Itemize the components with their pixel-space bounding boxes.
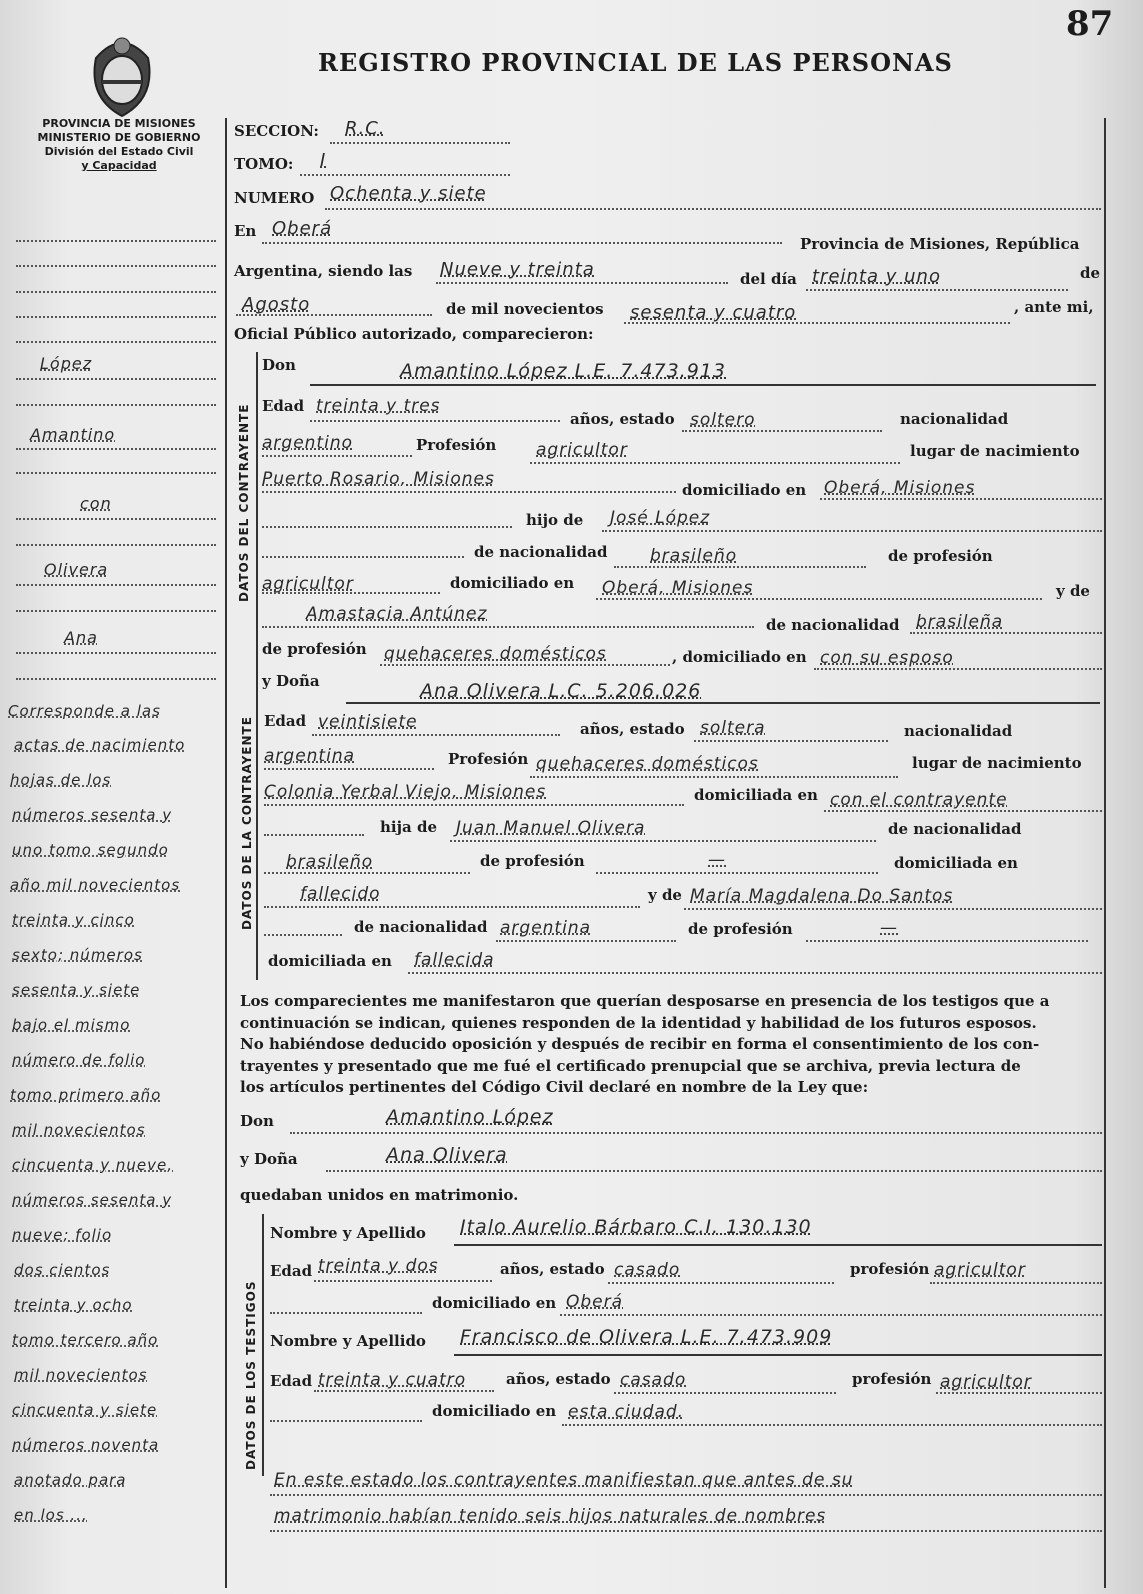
margin-note-line: hojas de los <box>10 771 112 789</box>
testigo2-profesion-label: profesión <box>852 1370 932 1388</box>
margin-note-line: Corresponde a las <box>8 702 161 720</box>
madre-nacionalidad-label: de nacionalidad <box>766 616 900 634</box>
declaration-paragraph <box>240 991 1050 1099</box>
margin-note-line: cincuenta y nueve, <box>12 1156 174 1174</box>
de-label: de <box>1080 264 1101 282</box>
agency-block <box>14 117 224 173</box>
contrayente-edad-value: treinta y tres <box>316 396 441 416</box>
lugar-label-2: lugar de nacimiento <box>912 754 1082 772</box>
don-label: Don <box>262 356 296 374</box>
contrayenta-madre-prof-value: — <box>880 918 898 938</box>
del-dia-label: del día <box>740 270 797 288</box>
hija-label: hija de <box>380 818 438 836</box>
contrayenta-madre-prof-label: de profesión <box>688 920 793 938</box>
domiciliada-label: domiciliada en <box>694 786 818 804</box>
testigo1-nombre-value: Italo Aurelio Bárbaro C.I. 130.130 <box>460 1216 812 1238</box>
margin-note-line: bajo el mismo <box>12 1016 131 1034</box>
union-closing: quedaban unidos en matrimonio. <box>240 1186 519 1204</box>
padre-domicilio-value: Oberá, Misiones <box>602 578 754 598</box>
testigo1-profesion-value: agricultor <box>934 1260 1026 1280</box>
contrayenta-y-de-label: y de <box>648 886 682 904</box>
contrayente-name-value: Amantino López L.E. 7.473.913 <box>400 360 727 382</box>
madre-domiciliado-label: , domiciliado en <box>672 648 807 666</box>
contrayenta-nacionalidad-value: argentina <box>264 746 356 766</box>
testigo1-edad-value: treinta y dos <box>318 1256 439 1276</box>
numero-value: Ochenta y siete <box>330 183 487 204</box>
margin-note-line: uno tomo segundo <box>12 841 169 859</box>
margin-note-line: treinta y cinco <box>12 911 135 929</box>
contrayenta-estado-value: soltera <box>700 718 766 738</box>
ante-mi-text: , ante mi, <box>1014 298 1094 316</box>
margin-note-line: nueve; folio <box>12 1226 113 1244</box>
contrayente-bracket <box>256 352 258 670</box>
testigo1-edad-label: Edad <box>270 1262 313 1280</box>
margin-note-line: números noventa <box>12 1436 160 1454</box>
anios-estado-label-2: años, estado <box>580 720 685 738</box>
agency-line: y Capacidad <box>81 159 157 172</box>
margin-note-line: dos cientos <box>14 1261 111 1279</box>
declaration-line: Los comparecientes me manifestaron que querían desposarse en presencia de los testigos que a <box>240 992 1050 1010</box>
contrayenta-domicilio-value: con el contrayente <box>830 790 1008 810</box>
margin-note-line: tomo primero año <box>10 1086 162 1104</box>
mes-value: Agosto <box>242 294 311 315</box>
contrayenta-padre-nac-label: de nacionalidad <box>888 820 1022 838</box>
contrayenta-madre-value: María Magdalena Do Santos <box>690 886 954 906</box>
testigo2-anios-estado: años, estado <box>506 1370 611 1388</box>
dia-value: treinta y uno <box>812 266 941 287</box>
argentina-text: Argentina, siendo las <box>234 262 413 280</box>
y-de-label: y de <box>1056 582 1090 600</box>
union-dona-value: Ana Olivera <box>386 1144 508 1166</box>
de-profesion-label: de profesión <box>888 547 993 565</box>
madre-profesion-value: quehaceres domésticos <box>384 644 607 664</box>
contrayenta-padre-prof-value: — <box>708 850 726 870</box>
padre-profesion-value: agricultor <box>262 574 354 594</box>
margin-note-line: tomo tercero año <box>12 1331 159 1349</box>
madre-domicilio-value: con su esposo <box>820 648 954 668</box>
testigo2-nombre-value: Francisco de Olivera L.E. 7.473.909 <box>460 1326 833 1348</box>
anios-estado-label: años, estado <box>570 410 675 428</box>
declaration-line: No habiéndose deducido oposición y después de recibir en forma el consentimiento de los con- <box>240 1035 1040 1053</box>
en-label: En <box>234 222 257 240</box>
padre-nacionalidad-value: brasileño <box>650 546 738 566</box>
testigo2-nombre-label: Nombre y Apellido <box>270 1332 426 1350</box>
de-nacionalidad-label: de nacionalidad <box>474 543 608 561</box>
profesion-label-2: Profesión <box>448 750 529 768</box>
testigo1-anios-estado: años, estado <box>500 1260 605 1278</box>
padre-domiciliado-label: domiciliado en <box>450 574 575 592</box>
declaration-line: los artículos pertinentes del Código Civil declaré en nombre de la Ley que: <box>240 1078 869 1096</box>
anio-value: sesenta y cuatro <box>630 302 797 323</box>
note-line: matrimonio habían tenido seis hijos naturales de nombres <box>274 1506 827 1526</box>
edad-label: Edad <box>262 397 305 415</box>
agency-line: MINISTERIO DE GOBIERNO <box>37 131 201 144</box>
contrayenta-padre-prof-label: de profesión <box>480 852 585 870</box>
agency-line: PROVINCIA DE MISIONES <box>42 117 196 130</box>
nacionalidad-label-2: nacionalidad <box>904 722 1013 740</box>
testigo2-estado-value: casado <box>620 1370 687 1390</box>
testigos-section-label: DATOS DE LOS TESTIGOS <box>244 1280 258 1470</box>
margin-firstname-2: Ana <box>64 628 98 647</box>
de-mil-label: de mil novecientos <box>446 300 604 318</box>
testigo2-profesion-value: agricultor <box>940 1372 1032 1392</box>
document-title: REGISTRO PROVINCIAL DE LAS PERSONAS <box>318 48 953 77</box>
contrayenta-madre-dom-value: fallecida <box>414 950 495 970</box>
testigo1-nombre-label: Nombre y Apellido <box>270 1224 426 1242</box>
contrayente-estado-value: soltero <box>690 410 756 430</box>
testigo2-edad-value: treinta y cuatro <box>318 1370 467 1390</box>
margin-surname: López <box>40 354 93 373</box>
declaration-line: trayentes y presentado que me fué el certificado prenupcial que se archiva, previa lectura de <box>240 1056 1021 1075</box>
testigo1-estado-value: casado <box>614 1260 681 1280</box>
contrayenta-section-label: DATOS DE LA CONTRAYENTE <box>240 716 254 930</box>
contrayenta-padre-value: Juan Manuel Olivera <box>456 818 646 838</box>
y-dona-label: y Doña <box>262 672 320 690</box>
testigo1-dom-label: domiciliado en <box>432 1294 557 1312</box>
contrayenta-name-value: Ana Olivera L.C. 5.206.026 <box>420 680 702 702</box>
margin-note-line: anotado para <box>14 1471 127 1489</box>
margin-note-line: en los ... <box>14 1506 88 1524</box>
seccion-value: R.C. <box>345 118 386 139</box>
provincia-text: Provincia de Misiones, República <box>800 235 1080 253</box>
contrayente-nacionalidad-value: argentino <box>262 433 353 453</box>
testigo2-edad-label: Edad <box>270 1372 313 1390</box>
numero-label: NUMERO <box>234 189 315 207</box>
margin-note-line: año mil novecientos <box>10 876 181 894</box>
contrayenta-bracket <box>256 670 258 980</box>
contrayenta-madre-nac-label: de nacionalidad <box>354 918 488 936</box>
seccion-label: SECCION: <box>234 122 319 140</box>
margin-note-line: sesenta y siete <box>12 981 141 999</box>
margin-note-line: números sesenta y <box>12 806 173 824</box>
coat-of-arms-emblem <box>86 28 158 120</box>
page-number: 87 <box>1066 4 1114 44</box>
contrayente-profesion-value: agricultor <box>536 440 628 460</box>
margin-note-line: mil novecientos <box>14 1366 148 1384</box>
margin-surname-2: Olivera <box>44 560 109 579</box>
margin-note-line: números sesenta y <box>12 1191 173 1209</box>
hora-value: Nueve y treinta <box>440 259 595 280</box>
madre-nacionalidad-value: brasileña <box>916 612 1004 632</box>
declaration-line: continuación se indican, quienes responden de la identidad y habilidad de los futuros esposos. <box>240 1013 1037 1032</box>
hijo-label: hijo de <box>526 511 584 529</box>
en-value: Oberá <box>272 218 333 239</box>
contrayente-domicilio-value: Oberá, Misiones <box>824 478 976 498</box>
testigo2-dom-label: domiciliado en <box>432 1402 557 1420</box>
agency-line: División del Estado Civil <box>44 145 194 158</box>
margin-firstname: Amantino <box>30 425 116 444</box>
contrayente-section-label: DATOS DEL CONTRAYENTE <box>237 403 251 602</box>
contrayenta-lugar-value: Colonia Yerbal Viejo, Misiones <box>264 782 547 802</box>
tomo-label: TOMO: <box>234 155 294 173</box>
contrayenta-padre-nac-value: brasileño <box>286 852 374 872</box>
margin-note-line: número de folio <box>12 1051 146 1069</box>
contrayenta-madre-nac-value: argentina <box>500 918 592 938</box>
testigo2-dom-value: esta ciudad. <box>568 1402 685 1422</box>
margin-note-line: cincuenta y siete <box>12 1401 158 1419</box>
profesion-label: Profesión <box>416 436 497 454</box>
testigos-bracket <box>262 1214 264 1476</box>
contrayenta-madre-dom-label: domiciliada en <box>268 952 392 970</box>
padre-name-value: José López <box>610 508 711 528</box>
union-don-label: Don <box>240 1112 274 1130</box>
nacionalidad-label: nacionalidad <box>900 410 1009 428</box>
margin-note-line: actas de nacimiento <box>14 736 186 754</box>
tomo-value: I <box>320 150 327 171</box>
contrayenta-edad-value: veintisiete <box>318 712 418 732</box>
contrayenta-padre-dom-value: fallecido <box>300 884 381 904</box>
union-dona-label: y Doña <box>240 1150 298 1168</box>
contrayenta-profesion-value: quehaceres domésticos <box>536 754 759 774</box>
union-don-value: Amantino López <box>386 1106 554 1128</box>
margin-connector: con <box>80 494 112 513</box>
oficial-text: Oficial Público autorizado, comparecieron: <box>234 325 594 343</box>
left-column-divider <box>225 118 227 1588</box>
contrayenta-padre-dom-label: domiciliada en <box>894 854 1018 872</box>
domiciliado-label: domiciliado en <box>682 481 807 499</box>
margin-note-line: sexto; números <box>12 946 143 964</box>
madre-profesion-label: de profesión <box>262 640 367 658</box>
margin-note-line: treinta y ocho <box>14 1296 133 1314</box>
edad-label-2: Edad <box>264 712 307 730</box>
madre-name-value: Amastacia Antúnez <box>306 604 488 624</box>
contrayente-lugar-value: Puerto Rosario, Misiones <box>262 469 495 489</box>
lugar-label: lugar de nacimiento <box>910 442 1080 460</box>
right-border <box>1104 118 1106 1588</box>
testigo1-dom-value: Oberá <box>566 1292 624 1312</box>
margin-note-line: mil novecientos <box>12 1121 146 1139</box>
note-line: En este estado los contrayentes manifiestan que antes de su <box>274 1470 854 1490</box>
testigo1-profesion-label: profesión <box>850 1260 930 1278</box>
